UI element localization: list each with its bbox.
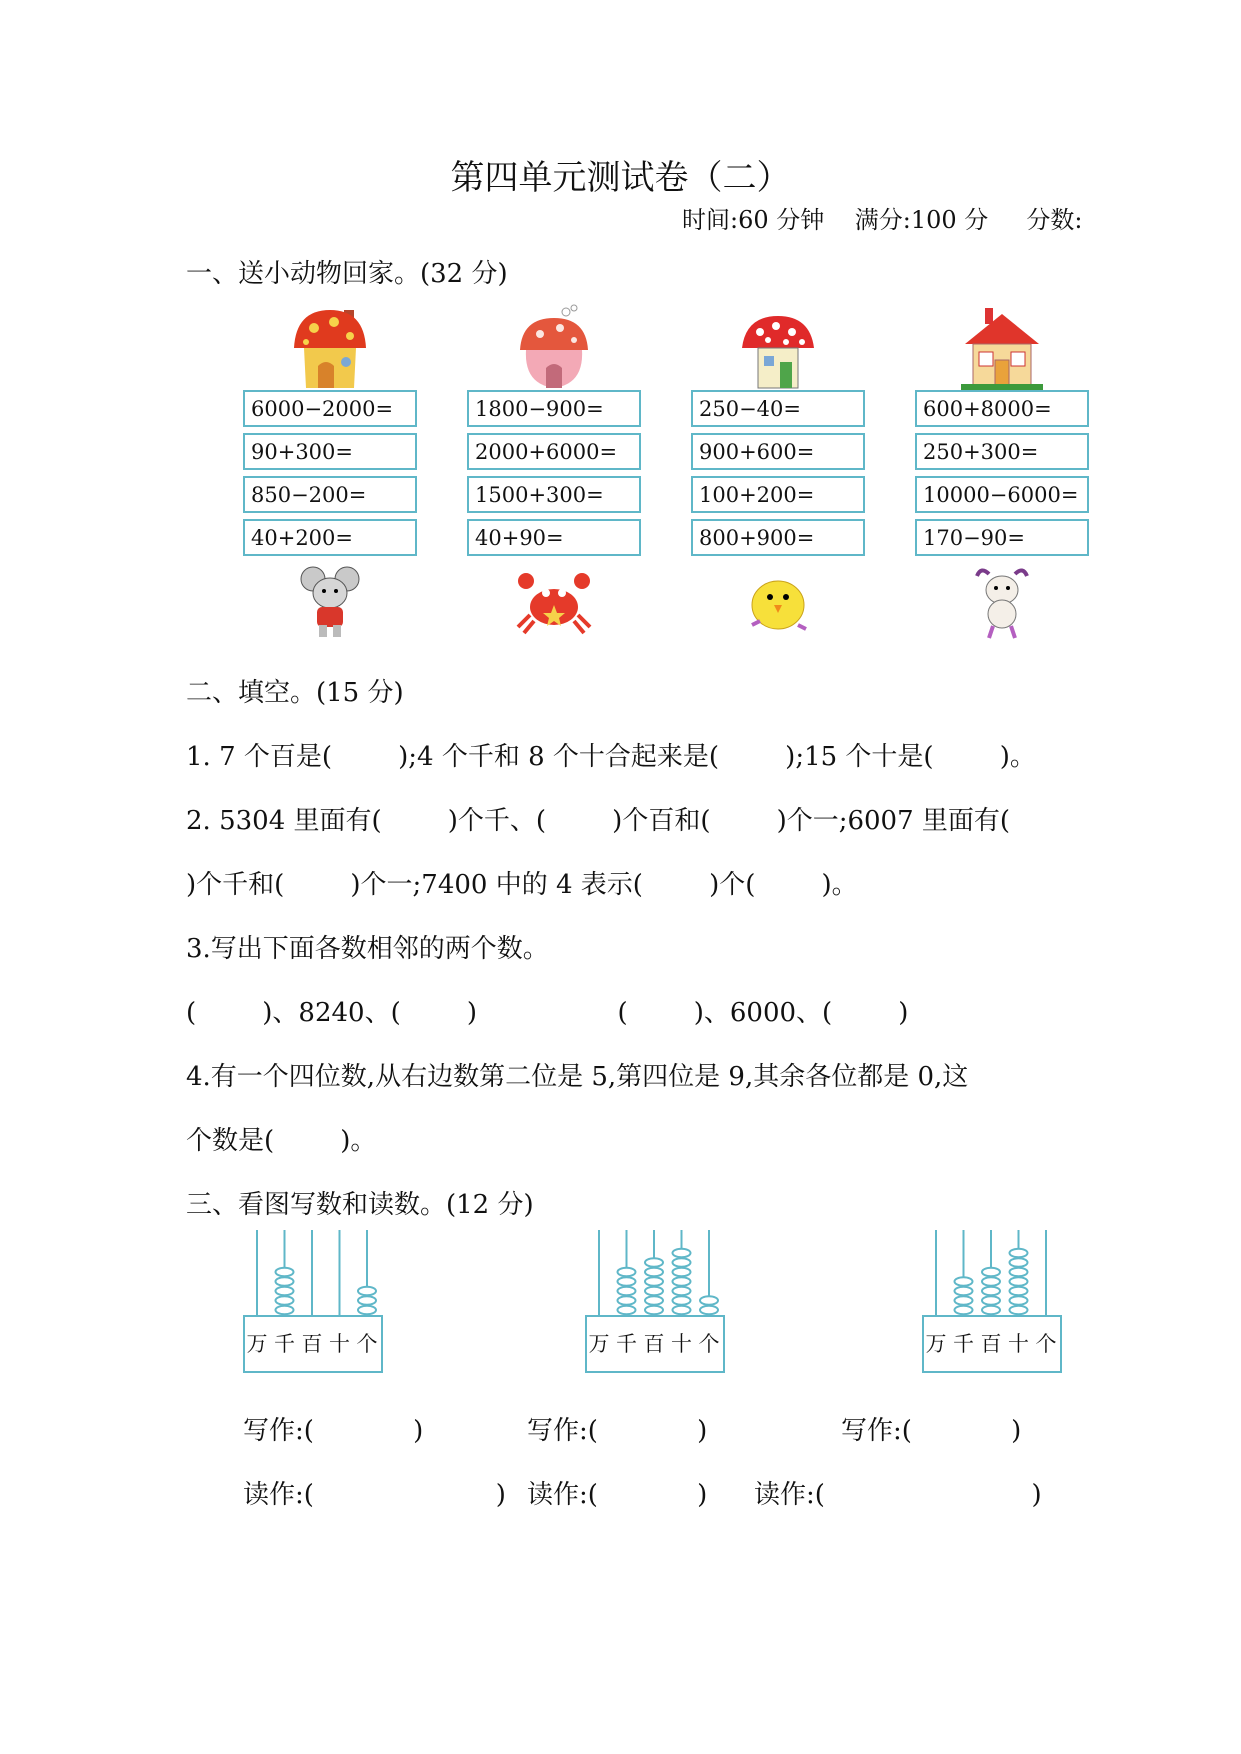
read-answer-3[interactable]: 读作:( ) bbox=[754, 1480, 1042, 1510]
page-title: 第四单元测试卷（二） bbox=[450, 158, 791, 198]
equation-box[interactable]: 900+600= bbox=[691, 433, 865, 470]
equation-box[interactable]: 170−90= bbox=[915, 519, 1089, 556]
read-answer-2[interactable]: 读作:( ) bbox=[527, 1480, 708, 1510]
abacus-bead bbox=[618, 1287, 636, 1295]
equation-box[interactable]: 2000+6000= bbox=[467, 433, 641, 470]
abacus-bead bbox=[982, 1296, 1000, 1304]
house-icon bbox=[915, 300, 1089, 390]
abacus-bead bbox=[982, 1268, 1000, 1276]
chick-icon bbox=[691, 562, 865, 642]
abacus-bead bbox=[645, 1268, 663, 1276]
abacus-1-drawing bbox=[243, 1228, 385, 1376]
equation-box[interactable]: 850−200= bbox=[243, 476, 417, 513]
section-2-heading: 二、填空。(15 分) bbox=[186, 678, 404, 708]
equation-box[interactable]: 600+8000= bbox=[915, 390, 1089, 427]
abacus-2 bbox=[585, 1228, 727, 1376]
abacus-bead bbox=[645, 1287, 663, 1295]
abacus-bead bbox=[358, 1306, 376, 1314]
abacus-1 bbox=[243, 1228, 385, 1376]
mushroom-house-red-icon bbox=[243, 300, 417, 390]
mushroom-house-pink-icon bbox=[467, 300, 641, 390]
abacus-bead bbox=[673, 1277, 691, 1285]
abacus-bead bbox=[955, 1296, 973, 1304]
abacus-place-label: 十 bbox=[1008, 1332, 1029, 1356]
abacus-bead bbox=[982, 1287, 1000, 1295]
section-3-heading: 三、看图写数和读数。(12 分) bbox=[186, 1190, 534, 1220]
abacus-bead bbox=[673, 1258, 691, 1266]
question-line: )个千和( )个一;7400 中的 4 表示( )个( )。 bbox=[186, 870, 858, 900]
write-answer-2[interactable]: 写作:( ) bbox=[527, 1416, 708, 1446]
write-answer-1[interactable]: 写作:( ) bbox=[243, 1416, 424, 1446]
abacus-bead bbox=[673, 1287, 691, 1295]
abacus-bead bbox=[700, 1306, 718, 1314]
abacus-bead bbox=[1010, 1287, 1028, 1295]
abacus-bead bbox=[1010, 1249, 1028, 1257]
section-1-heading: 一、送小动物回家。(32 分) bbox=[186, 259, 508, 289]
question-line: 4.有一个四位数,从右边数第二位是 5,第四位是 9,其余各位都是 0,这 bbox=[186, 1062, 969, 1092]
abacus-bead bbox=[276, 1306, 294, 1314]
abacus-2-drawing bbox=[585, 1228, 727, 1376]
abacus-place-label: 百 bbox=[301, 1332, 323, 1356]
equation-box[interactable]: 1500+300= bbox=[467, 476, 641, 513]
question-line: 2. 5304 里面有( )个千、( )个百和( )个一;6007 里面有( bbox=[186, 806, 1011, 836]
mushroom-house-spotted-icon bbox=[691, 300, 865, 390]
abacus-bead bbox=[358, 1287, 376, 1295]
abacus-bead bbox=[645, 1306, 663, 1314]
abacus-bead bbox=[645, 1296, 663, 1304]
equation-box[interactable]: 1800−900= bbox=[467, 390, 641, 427]
crab-icon bbox=[467, 562, 641, 642]
question-line: 3.写出下面各数相邻的两个数。 bbox=[186, 934, 549, 964]
question-line: 1. 7 个百是( );4 个千和 8 个十合起来是( );15 个十是( )。 bbox=[186, 742, 1036, 772]
abacus-bead bbox=[955, 1287, 973, 1295]
equation-box[interactable]: 250+300= bbox=[915, 433, 1089, 470]
abacus-bead bbox=[982, 1306, 1000, 1314]
equation-box[interactable]: 250−40= bbox=[691, 390, 865, 427]
goat-icon bbox=[915, 562, 1089, 642]
equation-box[interactable]: 10000−6000= bbox=[915, 476, 1089, 513]
abacus-bead bbox=[673, 1306, 691, 1314]
abacus-place-label: 个 bbox=[698, 1332, 720, 1356]
abacus-bead bbox=[276, 1296, 294, 1304]
abacus-place-label: 个 bbox=[1035, 1332, 1057, 1356]
house-column-3 bbox=[691, 300, 865, 642]
abacus-bead bbox=[1010, 1258, 1028, 1266]
abacus-bead bbox=[618, 1268, 636, 1276]
abacus-bead bbox=[1010, 1306, 1028, 1314]
equation-box[interactable]: 6000−2000= bbox=[243, 390, 417, 427]
equation-box[interactable]: 40+200= bbox=[243, 519, 417, 556]
abacus-3 bbox=[922, 1228, 1064, 1376]
question-line: 个数是( )。 bbox=[186, 1126, 377, 1156]
equation-box[interactable]: 40+90= bbox=[467, 519, 641, 556]
abacus-bead bbox=[1010, 1296, 1028, 1304]
abacus-bead bbox=[955, 1277, 973, 1285]
equation-box[interactable]: 100+200= bbox=[691, 476, 865, 513]
write-answer-3[interactable]: 写作:( ) bbox=[841, 1416, 1022, 1446]
abacus-bead bbox=[645, 1277, 663, 1285]
abacus-place-label: 万 bbox=[246, 1332, 268, 1356]
abacus-bead bbox=[618, 1296, 636, 1304]
abacus-place-label: 十 bbox=[329, 1332, 350, 1356]
question-line: ( )、8240、( ) ( )、6000、( ) bbox=[186, 998, 909, 1028]
abacus-bead bbox=[673, 1249, 691, 1257]
abacus-bead bbox=[955, 1306, 973, 1314]
abacus-place-label: 百 bbox=[980, 1332, 1002, 1356]
abacus-bead bbox=[358, 1296, 376, 1304]
read-answer-1[interactable]: 读作:( ) bbox=[243, 1480, 506, 1510]
abacus-place-label: 个 bbox=[356, 1332, 378, 1356]
abacus-bead bbox=[700, 1296, 718, 1304]
abacus-bead bbox=[645, 1258, 663, 1266]
equation-box[interactable]: 800+900= bbox=[691, 519, 865, 556]
abacus-bead bbox=[276, 1277, 294, 1285]
abacus-bead bbox=[276, 1287, 294, 1295]
abacus-bead bbox=[1010, 1277, 1028, 1285]
abacus-place-label: 千 bbox=[274, 1332, 295, 1356]
abacus-bead bbox=[1010, 1268, 1028, 1276]
abacus-place-label: 千 bbox=[616, 1332, 637, 1356]
abacus-bead bbox=[673, 1268, 691, 1276]
abacus-3-drawing bbox=[922, 1228, 1064, 1376]
abacus-place-label: 千 bbox=[953, 1332, 974, 1356]
house-column-2 bbox=[467, 300, 641, 642]
equation-box[interactable]: 90+300= bbox=[243, 433, 417, 470]
abacus-place-label: 十 bbox=[671, 1332, 692, 1356]
abacus-place-label: 万 bbox=[925, 1332, 947, 1356]
house-column-4 bbox=[915, 300, 1089, 642]
abacus-bead bbox=[982, 1277, 1000, 1285]
abacus-bead bbox=[618, 1277, 636, 1285]
exam-meta: 时间:60 分钟 满分:100 分 分数: bbox=[682, 206, 1083, 234]
abacus-bead bbox=[618, 1306, 636, 1314]
abacus-place-label: 百 bbox=[643, 1332, 665, 1356]
abacus-bead bbox=[276, 1268, 294, 1276]
mouse-icon bbox=[243, 562, 417, 642]
house-column-1 bbox=[243, 300, 417, 642]
abacus-place-label: 万 bbox=[588, 1332, 610, 1356]
abacus-bead bbox=[673, 1296, 691, 1304]
